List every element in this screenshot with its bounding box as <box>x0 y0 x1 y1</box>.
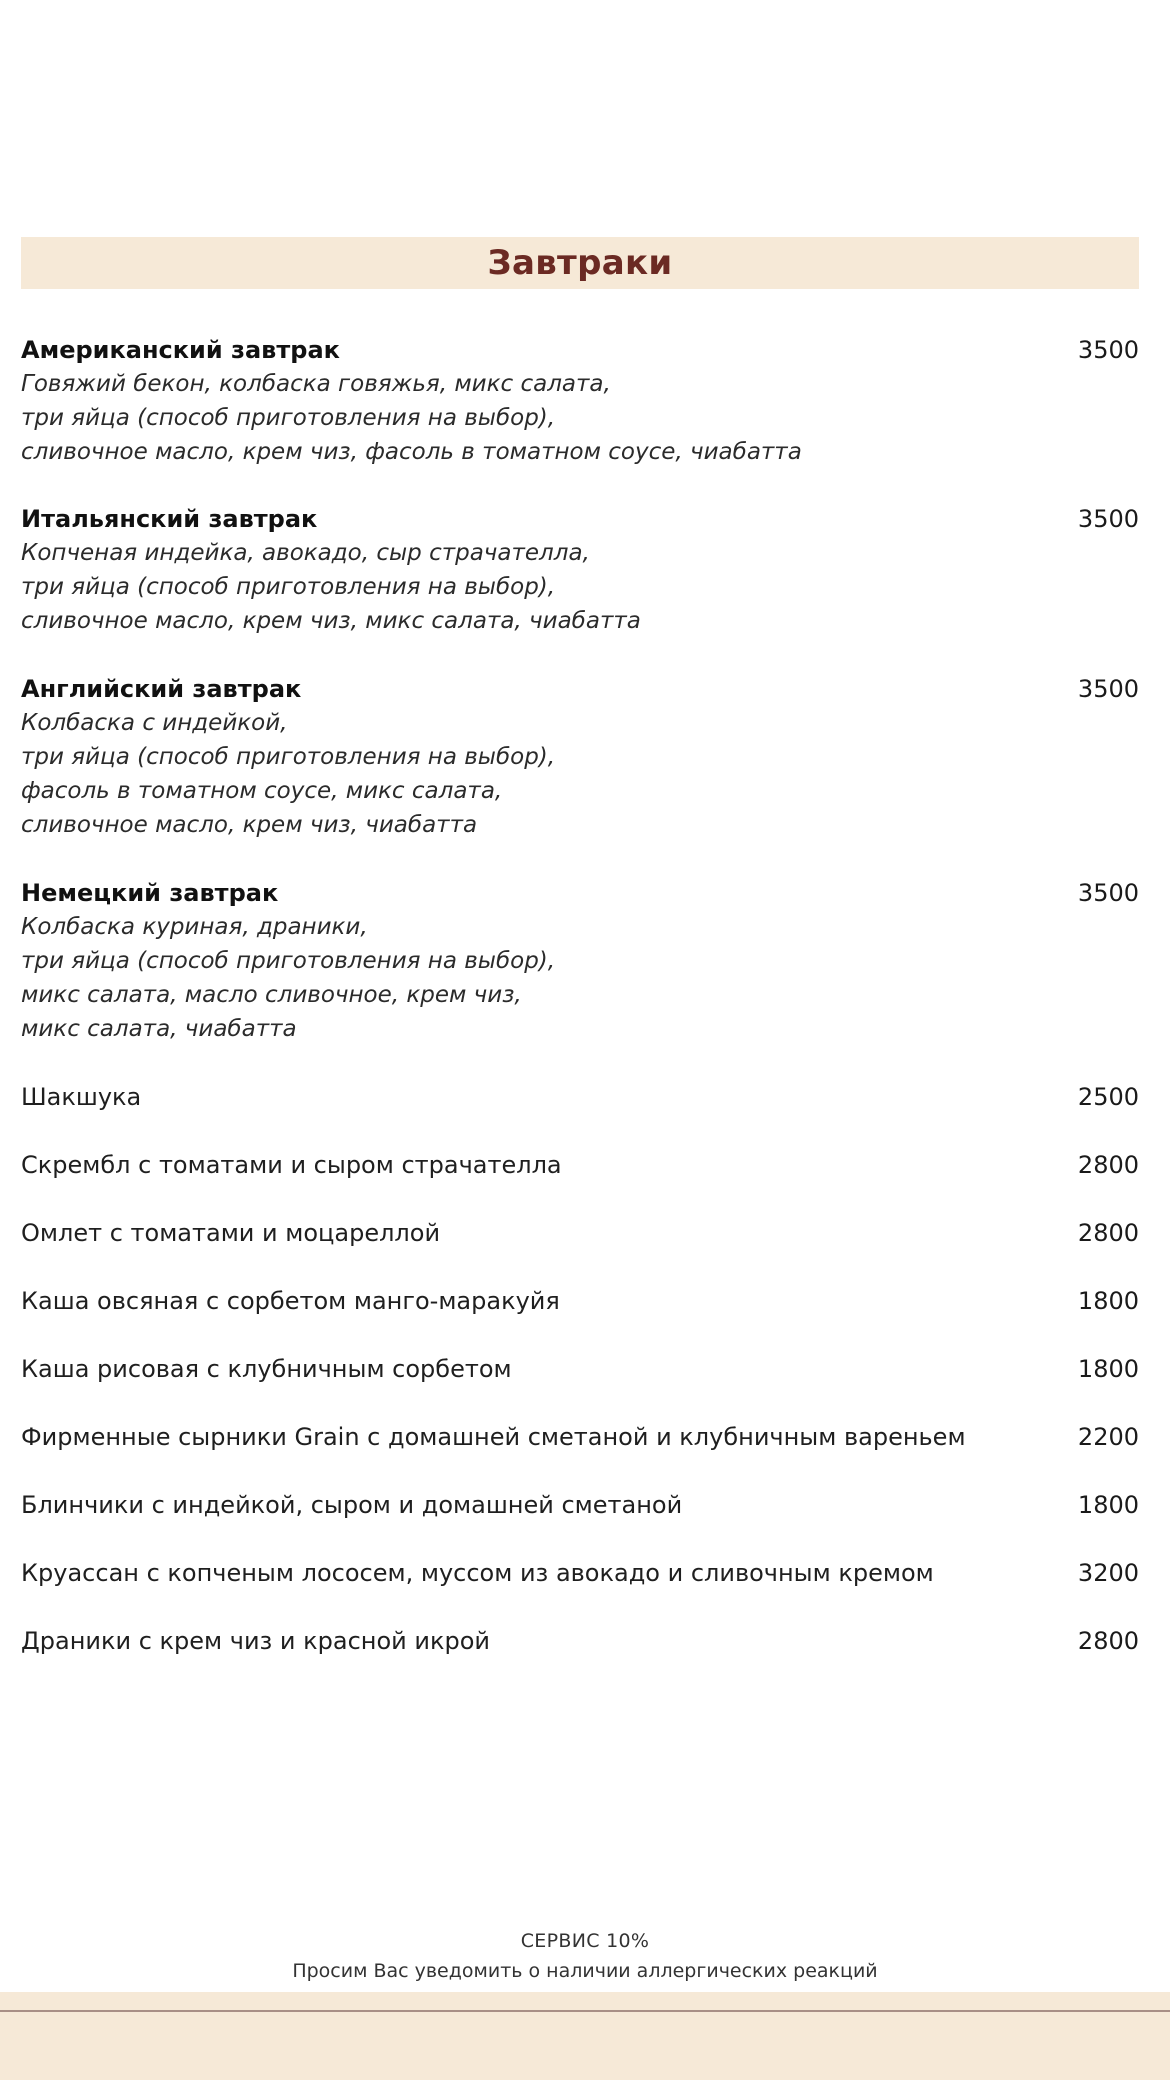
item-description-line: фасоль в томатном соусе, микс салата, <box>21 778 503 804</box>
item-name: Шакшука <box>21 1083 142 1111</box>
service-charge-note: СЕРВИС 10% <box>520 1930 650 1952</box>
section-title: Завтраки <box>487 243 673 283</box>
menu-item <box>21 1352 1139 1386</box>
item-description-line: три яйца (способ приготовления на выбор), <box>21 574 556 600</box>
menu-set-item <box>21 672 1139 842</box>
item-name: Итальянский завтрак <box>21 505 318 533</box>
footer <box>0 1926 1170 1986</box>
item-description-line: Копченая индейка, авокадо, сыр страчателла, <box>21 540 590 566</box>
item-description-line: Колбаска куриная, драники, <box>21 914 368 940</box>
item-name: Блинчики с индейкой, сыром и домашней сметаной <box>21 1491 683 1519</box>
item-name: Каша овсяная с сорбетом манго-маракуйя <box>21 1287 560 1315</box>
item-price: 2800 <box>1077 1627 1139 1655</box>
item-name: Немецкий завтрак <box>21 879 279 907</box>
item-name: Круассан с копченым лососем, муссом из авокадо и сливочным кремом <box>21 1559 934 1587</box>
item-name: Английский завтрак <box>21 675 302 703</box>
bottom-decorative-bar <box>0 1992 1170 2080</box>
bottom-divider <box>0 2010 1170 2012</box>
item-description-line: Колбаска с индейкой, <box>21 710 288 736</box>
item-price: 1800 <box>1077 1355 1139 1383</box>
item-description-line: сливочное масло, крем чиз, микс салата, чиабатта <box>21 608 641 634</box>
menu-item <box>21 1488 1139 1522</box>
item-name: Омлет с томатами и моцареллой <box>21 1219 441 1247</box>
menu-set-item <box>21 333 1139 469</box>
item-name: Каша рисовая с клубничным сорбетом <box>21 1355 512 1383</box>
menu-item <box>21 1420 1139 1454</box>
menu-item <box>21 1284 1139 1318</box>
menu-item <box>21 1556 1139 1590</box>
item-price: 3500 <box>1077 336 1139 364</box>
item-name: Скрембл с томатами и сыром страчателла <box>21 1151 562 1179</box>
item-description-line: Говяжий бекон, колбаска говяжья, микс салата, <box>21 371 611 397</box>
item-price: 3500 <box>1077 879 1139 907</box>
item-description-line: микс салата, чиабатта <box>21 1016 297 1042</box>
item-price: 3500 <box>1077 675 1139 703</box>
item-price: 3200 <box>1077 1559 1139 1587</box>
allergy-note: Просим Вас уведомить о наличии аллергических реакций <box>292 1960 878 1982</box>
item-description-line: микс салата, масло сливочное, крем чиз, <box>21 982 522 1008</box>
item-name: Фирменные сырники Grain с домашней сметаной и клубничным вареньем <box>21 1423 966 1451</box>
item-description-line: три яйца (способ приготовления на выбор), <box>21 405 556 431</box>
item-price: 2500 <box>1077 1083 1139 1111</box>
menu-set-item <box>21 502 1139 638</box>
item-price: 1800 <box>1077 1287 1139 1315</box>
item-price: 3500 <box>1077 505 1139 533</box>
item-price: 2800 <box>1077 1219 1139 1247</box>
menu-set-item <box>21 876 1139 1046</box>
item-description-line: три яйца (способ приготовления на выбор), <box>21 948 556 974</box>
item-name: Драники с крем чиз и красной икрой <box>21 1627 490 1655</box>
section-banner <box>21 237 1139 289</box>
item-price: 2800 <box>1077 1151 1139 1179</box>
item-description-line: сливочное масло, крем чиз, чиабатта <box>21 812 478 838</box>
menu-item <box>21 1624 1139 1658</box>
item-name: Американский завтрак <box>21 336 340 364</box>
menu-item <box>21 1080 1139 1114</box>
menu-item <box>21 1148 1139 1182</box>
item-description-line: три яйца (способ приготовления на выбор), <box>21 744 556 770</box>
menu-item <box>21 1216 1139 1250</box>
item-description-line: сливочное масло, крем чиз, фасоль в томатном соусе, чиабатта <box>21 439 802 465</box>
item-price: 2200 <box>1077 1423 1139 1451</box>
item-price: 1800 <box>1077 1491 1139 1519</box>
